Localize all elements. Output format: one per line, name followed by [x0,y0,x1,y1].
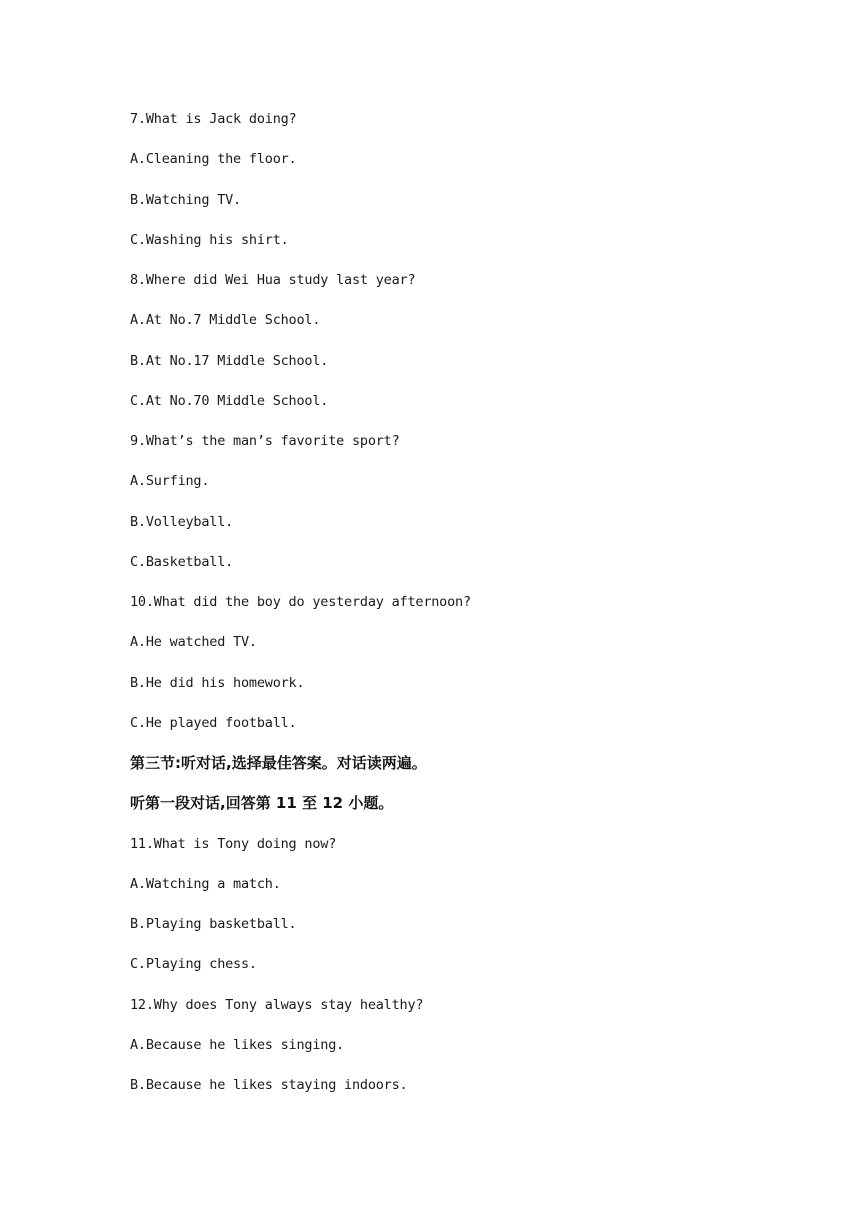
question-11-option-a: A.Watching a match. [130,875,281,892]
question-12-option-b: B.Because he likes staying indoors. [130,1077,408,1093]
question-9-option-b: B.Volleyball. [130,513,234,530]
question-12-option-a: A.Because he likes singing. [130,1036,345,1053]
question-10-option-a: A.He watched TV. [130,634,257,651]
question-12: 12.Why does Tony always stay healthy? [130,996,424,1013]
question-11: 11.What is Tony doing now? [130,835,337,852]
question-10-option-b: B.He did his homework. [130,674,305,691]
dialogue-1-instruction: 听第一段对话,回答第 11 至 12 小题。 [130,794,394,813]
question-11-option-c: C.Playing chess. [130,956,257,973]
question-8-option-c: C.At No.70 Middle School. [130,392,329,409]
question-8: 8.Where did Wei Hua study last year? [130,272,416,288]
question-8-option-b: B.At No.17 Middle School. [130,352,329,369]
document-body [130,109,810,1115]
question-10-option-c: C.He played football. [130,714,297,731]
question-7: 7.What is Jack doing? [130,111,297,127]
question-9-option-a: A.Surfing. [130,473,210,490]
question-9: 9.What’s the man’s favorite sport? [130,433,400,449]
question-7-option-c: C.Washing his shirt. [130,231,289,248]
question-8-option-a: A.At No.7 Middle School. [130,312,321,329]
question-10: 10.What did the boy do yesterday afternoon? [130,594,471,610]
question-9-option-c: C.Basketball. [130,553,234,570]
section-3-heading: 第三节:听对话,选择最佳答案。对话读两遍。 [130,754,427,772]
question-7-option-a: A.Cleaning the floor. [130,151,297,168]
question-7-option-b: B.Watching TV. [130,191,241,208]
question-11-option-b: B.Playing basketball. [130,916,297,932]
